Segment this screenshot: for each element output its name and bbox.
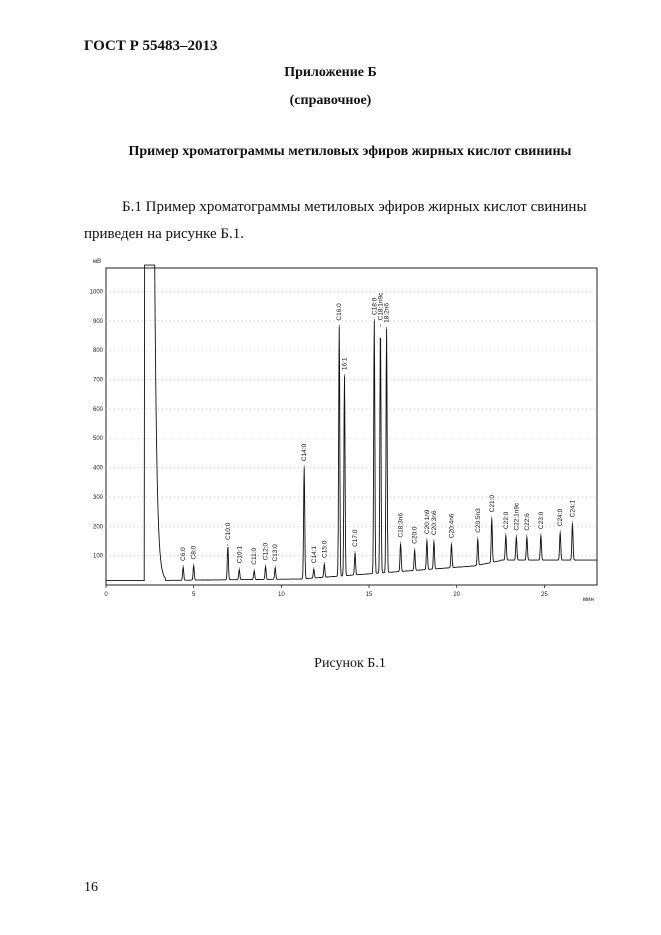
peak-label: C22:6 [523, 513, 531, 531]
y-tick-label: 200 [92, 524, 103, 531]
peak-label: C24:1 [569, 500, 577, 518]
x-tick-label: 0 [104, 592, 108, 598]
peak-label: C20:1n9 [423, 509, 431, 535]
peak-label: C23:0 [537, 511, 545, 530]
paragraph-line-1: Б.1 Пример хроматограммы метиловых эфиров жирных кислот свинины [122, 199, 587, 215]
x-tick-label: 25 [541, 592, 548, 598]
peak-label: C18:3n6 [397, 513, 405, 538]
y-tick-label: 900 [92, 318, 103, 325]
peak-label: C22:1n9c [513, 502, 521, 531]
peak-label: C22:0 [502, 511, 510, 530]
appendix-title: Приложение Б [284, 65, 377, 80]
peak-label: C18:1n9c [377, 292, 385, 321]
peak-label: C18:0 [371, 297, 379, 316]
y-axis-label: мВ [93, 259, 102, 265]
peak-label: 16:1 [341, 357, 349, 371]
y-tick-label: 300 [92, 494, 103, 501]
peak-label: C21:0 [488, 495, 496, 513]
y-tick-label: 100 [92, 553, 103, 560]
peak-label: C13:0 [272, 544, 280, 562]
peak-label: C11:0 [251, 547, 259, 565]
appendix-note: (справочное) [289, 93, 372, 108]
peak-label: C12:0 [262, 542, 270, 561]
peak-label: C10:0 [224, 522, 232, 541]
peak-label: C14:0 [301, 443, 309, 462]
peak-label: C10:1 [236, 546, 244, 564]
peak-label: C8:0 [190, 545, 198, 560]
peak-label: C20:3n6 [430, 510, 438, 536]
peak-label: C14:1 [310, 545, 318, 564]
y-tick-label: 400 [92, 465, 103, 472]
chromatogram-chart [84, 248, 614, 608]
page-number: 16 [84, 880, 98, 895]
x-tick-label: 5 [192, 592, 196, 598]
y-tick-label: 1000 [89, 289, 103, 296]
peak-label: C20:0 [411, 526, 419, 544]
paragraph-line-2: приведен на рисунке Б.1. [84, 226, 244, 242]
peak-label: C16:0 [336, 303, 344, 321]
peak-label: C20:5n3 [474, 508, 482, 533]
y-tick-label: 800 [92, 348, 103, 355]
peak-label: C15:0 [321, 540, 329, 559]
peak-label: C6:0 [180, 547, 188, 562]
x-axis-label: мин [583, 597, 594, 603]
chromatogram-figure [84, 248, 614, 613]
document-header: ГОСТ Р 55483–2013 [84, 38, 218, 54]
x-tick-label: 20 [453, 592, 461, 598]
figure-caption: Рисунок Б.1 [314, 656, 386, 671]
x-tick-label: 10 [278, 592, 285, 598]
peak-label: C20:4n6 [448, 513, 456, 539]
y-tick-label: 700 [92, 377, 103, 384]
y-tick-label: 600 [92, 406, 103, 413]
peak-label: 18:2n6 [383, 303, 391, 323]
peak-label: C17:0 [352, 529, 360, 547]
peak-label: C24:0 [557, 508, 565, 527]
y-tick-label: 500 [92, 436, 103, 443]
section-title: Пример хроматограммы метиловых эфиров жирных кислот свинины [128, 144, 572, 159]
x-tick-label: 15 [365, 592, 373, 598]
